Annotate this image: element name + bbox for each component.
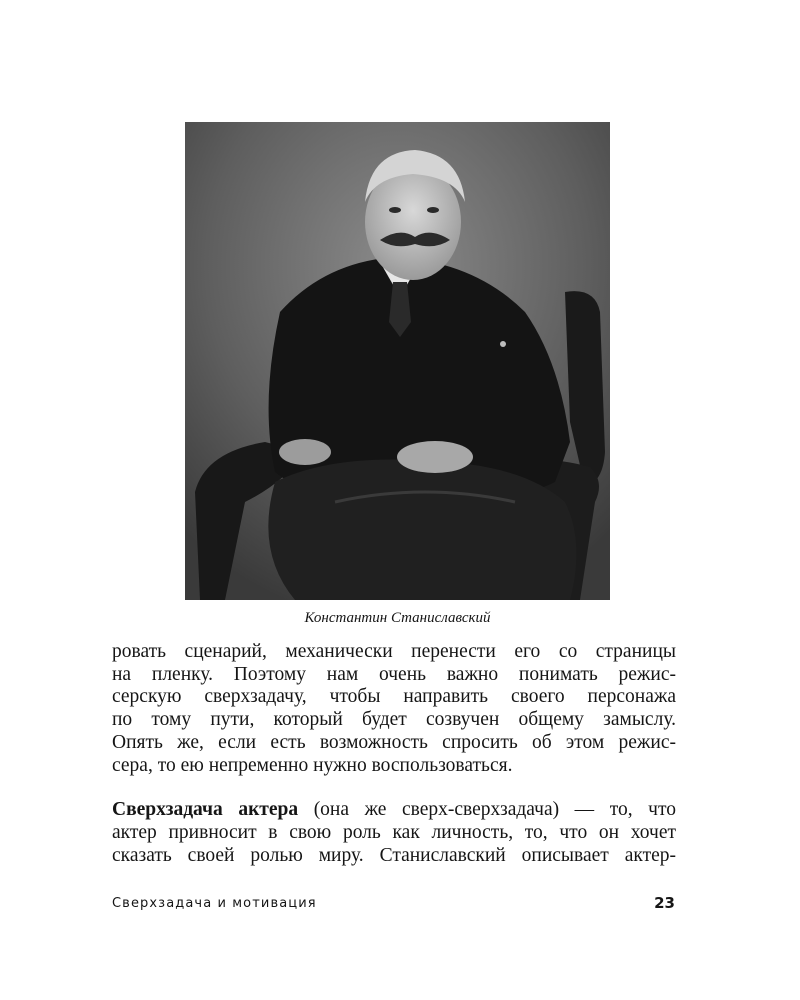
text-line: на пленку. Поэтому нам очень важно понимать режис-: [112, 663, 676, 685]
paragraph-gap: [112, 777, 676, 799]
text-line: актер привносит в свою роль как личность, то, что он хочет: [112, 821, 676, 843]
text-line: серскую сверхзадачу, чтобы направить своего персонажа: [112, 686, 676, 708]
page-number: 23: [654, 894, 675, 912]
running-footer-title: Сверхзадача и мотивация: [112, 896, 317, 911]
text-line: Опять же, если есть возможность спросить об этом режис-: [112, 731, 676, 753]
portrait-photo: [185, 122, 610, 600]
text-line: [112, 799, 676, 822]
text-line: сказать своей ролью миру. Станиславский описывает актер-: [112, 844, 676, 866]
photo-caption: Константин Станиславский: [304, 610, 491, 626]
text-line: по тому пути, который будет созвучен общему замыслу.: [112, 709, 676, 731]
text-line: ровать сценарий, механически перенести его со страницы: [112, 641, 676, 662]
defined-term: Сверхзадача актера: [112, 799, 299, 821]
text-line: сера, то ею непременно нужно воспользоваться.: [112, 754, 513, 776]
body-text: [112, 641, 676, 867]
term-definition: (она же сверх-сверхзадача) — то, что: [298, 799, 676, 821]
